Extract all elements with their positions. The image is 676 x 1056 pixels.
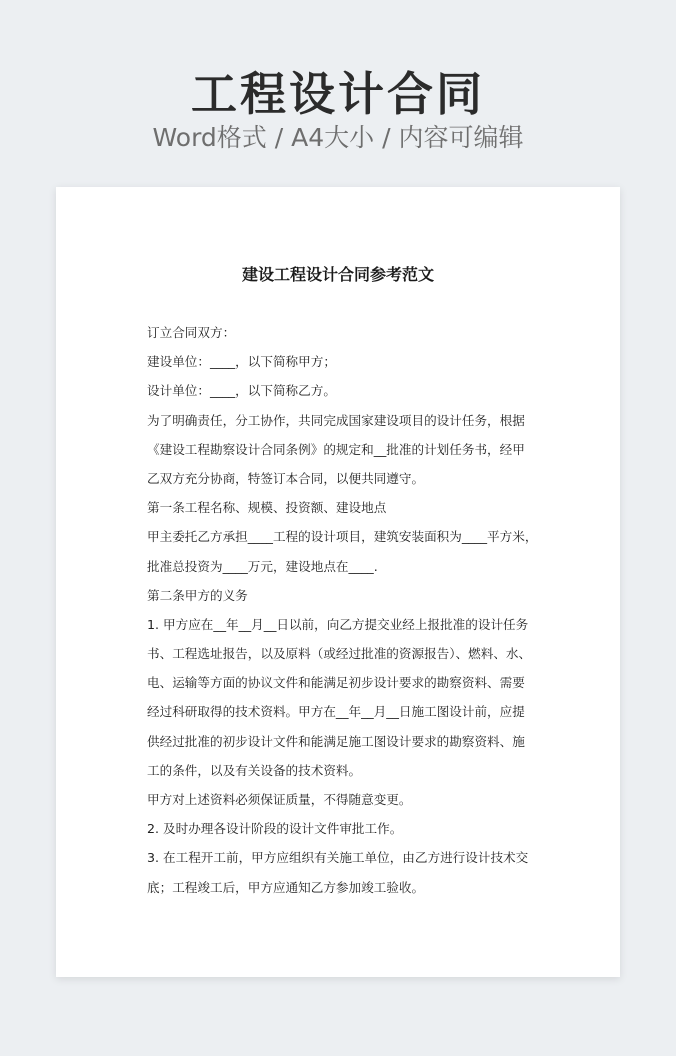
document-line: 2. 及时办理各设计阶段的设计文件审批工作。	[147, 821, 403, 837]
document-line: 1. 甲方应在__年__月__日以前，向乙方提交业经上报批准的设计任务	[147, 616, 529, 632]
document-line: 设计单位：____，以下简称乙方。	[147, 383, 336, 399]
document-line: 底；工程竣工后，甲方应通知乙方参加竣工验收。	[147, 879, 425, 895]
document-line: 批准总投资为____万元，建设地点在____.	[147, 558, 378, 574]
section-heading: 第二条甲方的义务	[147, 587, 248, 603]
document-line: 工的条件，以及有关设备的技术资料。	[147, 762, 362, 778]
document-line: 甲方对上述资料必须保证质量，不得随意变更。	[147, 792, 412, 807]
document-line: 供经过批准的初步设计文件和能满足施工图设计要求的勘察资料、施	[147, 733, 525, 749]
document-line: 建设单位：____，以下简称甲方；	[147, 354, 336, 370]
document-line: 《建设工程勘察设计合同条例》的规定和__批准的计划任务书，经甲	[147, 441, 525, 457]
document-line: 3. 在工程开工前，甲方应组织有关施工单位，由乙方进行设计技术交	[147, 850, 529, 866]
document-line: 电、运输等方面的协议文件和能满足初步设计要求的勘察资料、需要	[147, 675, 525, 691]
document-line: 乙双方充分协商，特签订本合同，以便共同遵守。	[147, 470, 425, 486]
banner-subtitle: Word格式 / A4大小 / 内容可编辑	[152, 123, 524, 152]
document-line: 为了明确责任，分工协作，共同完成国家建设项目的设计任务，根据	[147, 412, 525, 428]
document-line: 订立合同双方：	[147, 325, 236, 340]
section-heading: 第一条工程名称、规模、投资额、建设地点	[147, 500, 387, 516]
document-page	[56, 187, 620, 977]
document-body	[147, 318, 539, 902]
document-line: 书、工程选址报告，以及原料（或经过批准的资源报告）、燃料、水、	[147, 646, 532, 662]
document-line: 经过科研取得的技术资料。甲方在__年__月__日施工图设计前，应提	[147, 704, 525, 720]
document-title: 建设工程设计合同参考范文	[241, 265, 434, 284]
document-line: 甲主委托乙方承担____工程的设计项目，建筑安装面积为____平方米，	[147, 529, 538, 545]
banner-title: 工程设计合同	[191, 67, 485, 121]
